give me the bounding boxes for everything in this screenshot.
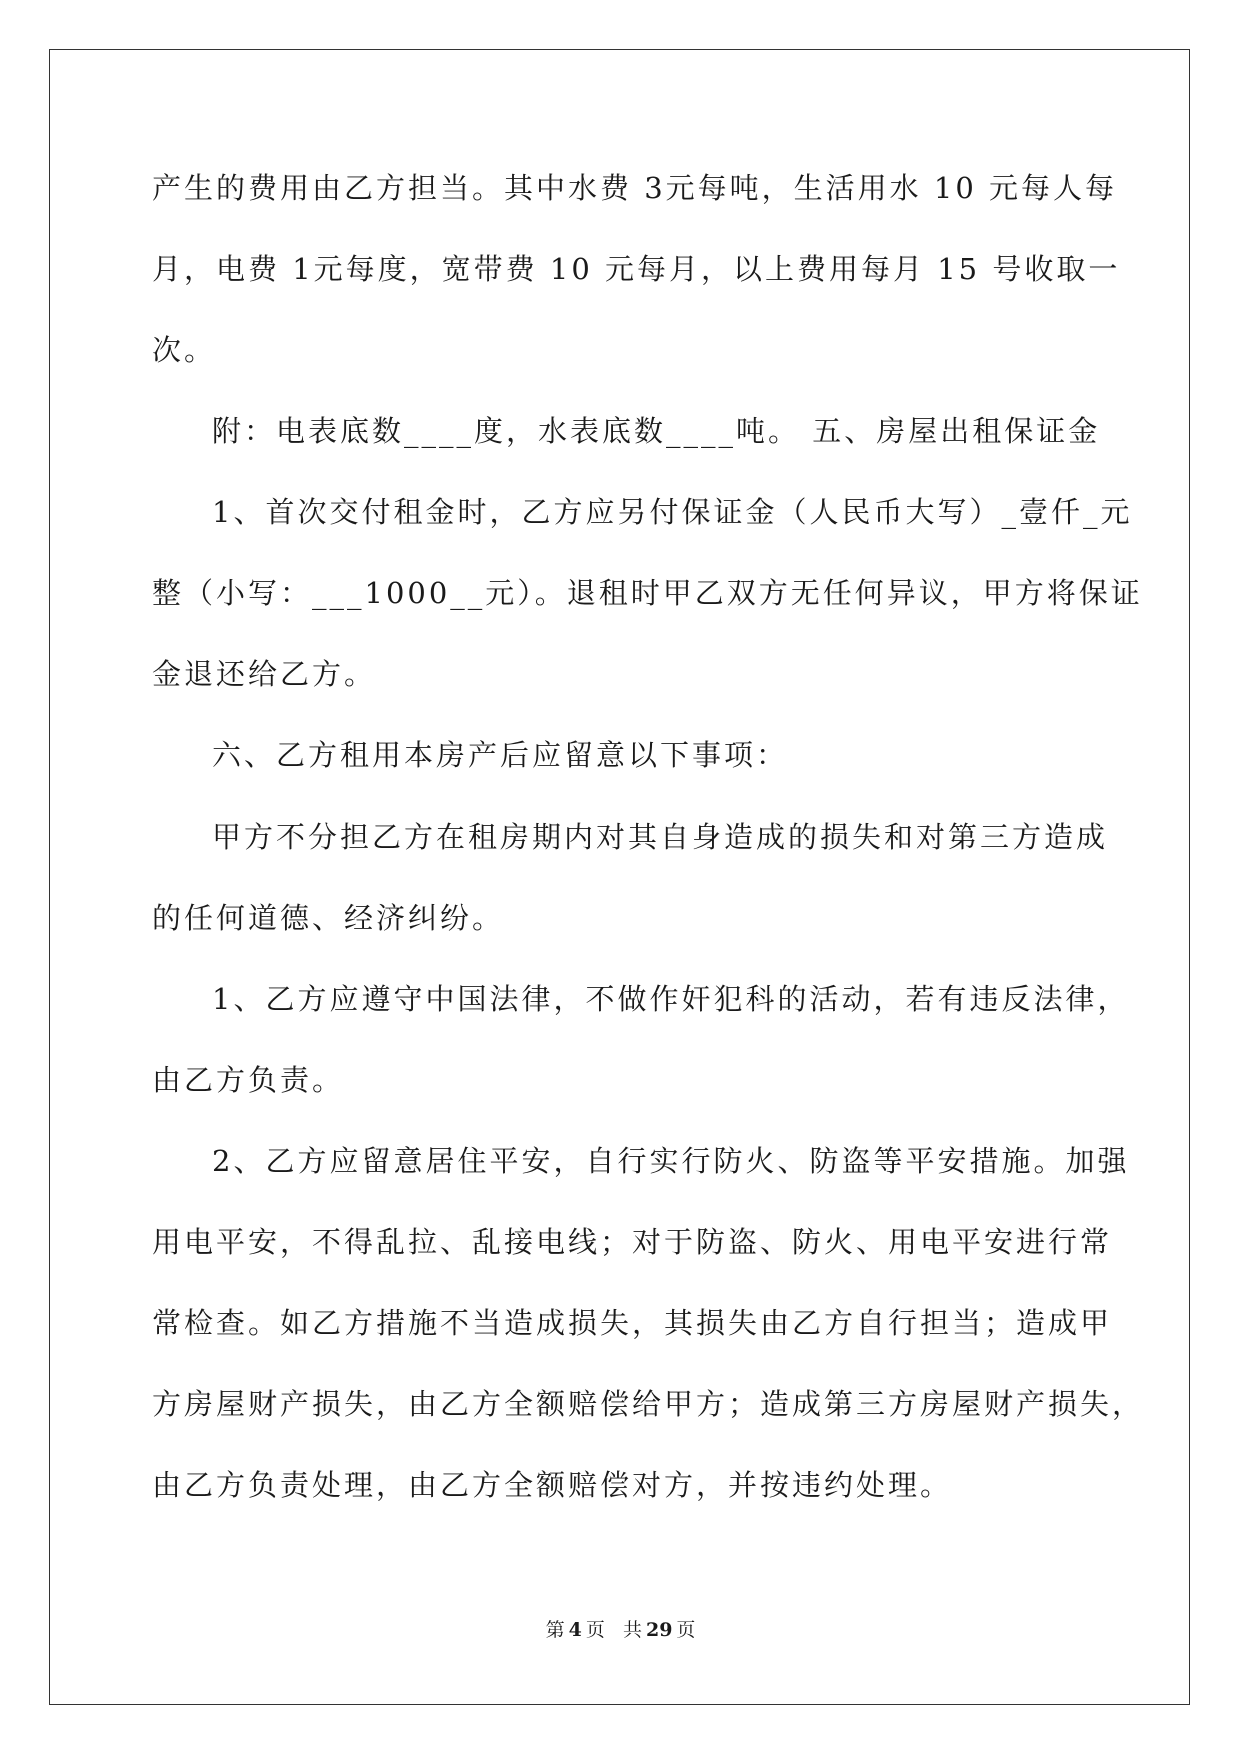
text-line: 整（小写：___1000__元）。退租时甲乙双方无任何异议，甲方将保证 — [152, 576, 1143, 610]
footer-prefix: 第 — [545, 1619, 565, 1641]
text-line: 1、乙方应遵守中国法律，不做作奸犯科的活动，若有违反法律， — [212, 982, 1130, 1016]
text-line: 用电平安，不得乱拉、乱接电线；对于防盗、防火、用电平安进行常 — [152, 1225, 1113, 1259]
text-line: 由乙方负责处理，由乙方全额赔偿对方，并按违约处理。 — [152, 1468, 953, 1502]
text-line: 月，电费 1元每度，宽带费 10 元每月，以上费用每月 15 号收取一 — [152, 252, 1121, 286]
text-line: 1、首次交付租金时，乙方应另付保证金（人民币大写）_壹仟_元 — [212, 495, 1133, 529]
text-line: 由乙方负责。 — [152, 1063, 345, 1097]
text-line: 甲方不分担乙方在租房期内对其自身造成的损失和对第三方造成 — [212, 820, 1109, 854]
footer-page-label: 页 — [585, 1619, 605, 1641]
text-line: 方房屋财产损失，由乙方全额赔偿给甲方；造成第三方房屋财产损失， — [152, 1387, 1145, 1421]
footer-total-prefix: 共 — [622, 1619, 642, 1641]
text-line: 附：电表底数____度，水表底数____吨。 五、房屋出租保证金 — [212, 414, 1101, 448]
text-line: 六、乙方租用本房产后应留意以下事项： — [212, 738, 789, 772]
text-line: 金退还给乙方。 — [152, 657, 377, 691]
page-footer — [0, 1615, 1241, 1642]
text-line: 常检查。如乙方措施不当造成损失，其损失由乙方自行担当；造成甲 — [152, 1306, 1113, 1340]
text-line: 的任何道德、经济纠纷。 — [152, 901, 505, 935]
page-number: 4 — [568, 1619, 582, 1641]
total-pages: 29 — [645, 1619, 673, 1641]
text-line: 2、乙方应留意居住平安，自行实行防火、防盗等平安措施。加强 — [212, 1144, 1130, 1178]
text-line: 产生的费用由乙方担当。其中水费 3元每吨，生活用水 10 元每人每 — [152, 171, 1118, 205]
page-border — [49, 49, 1190, 1705]
footer-total-label: 页 — [676, 1619, 696, 1641]
text-line: 次。 — [152, 333, 217, 367]
